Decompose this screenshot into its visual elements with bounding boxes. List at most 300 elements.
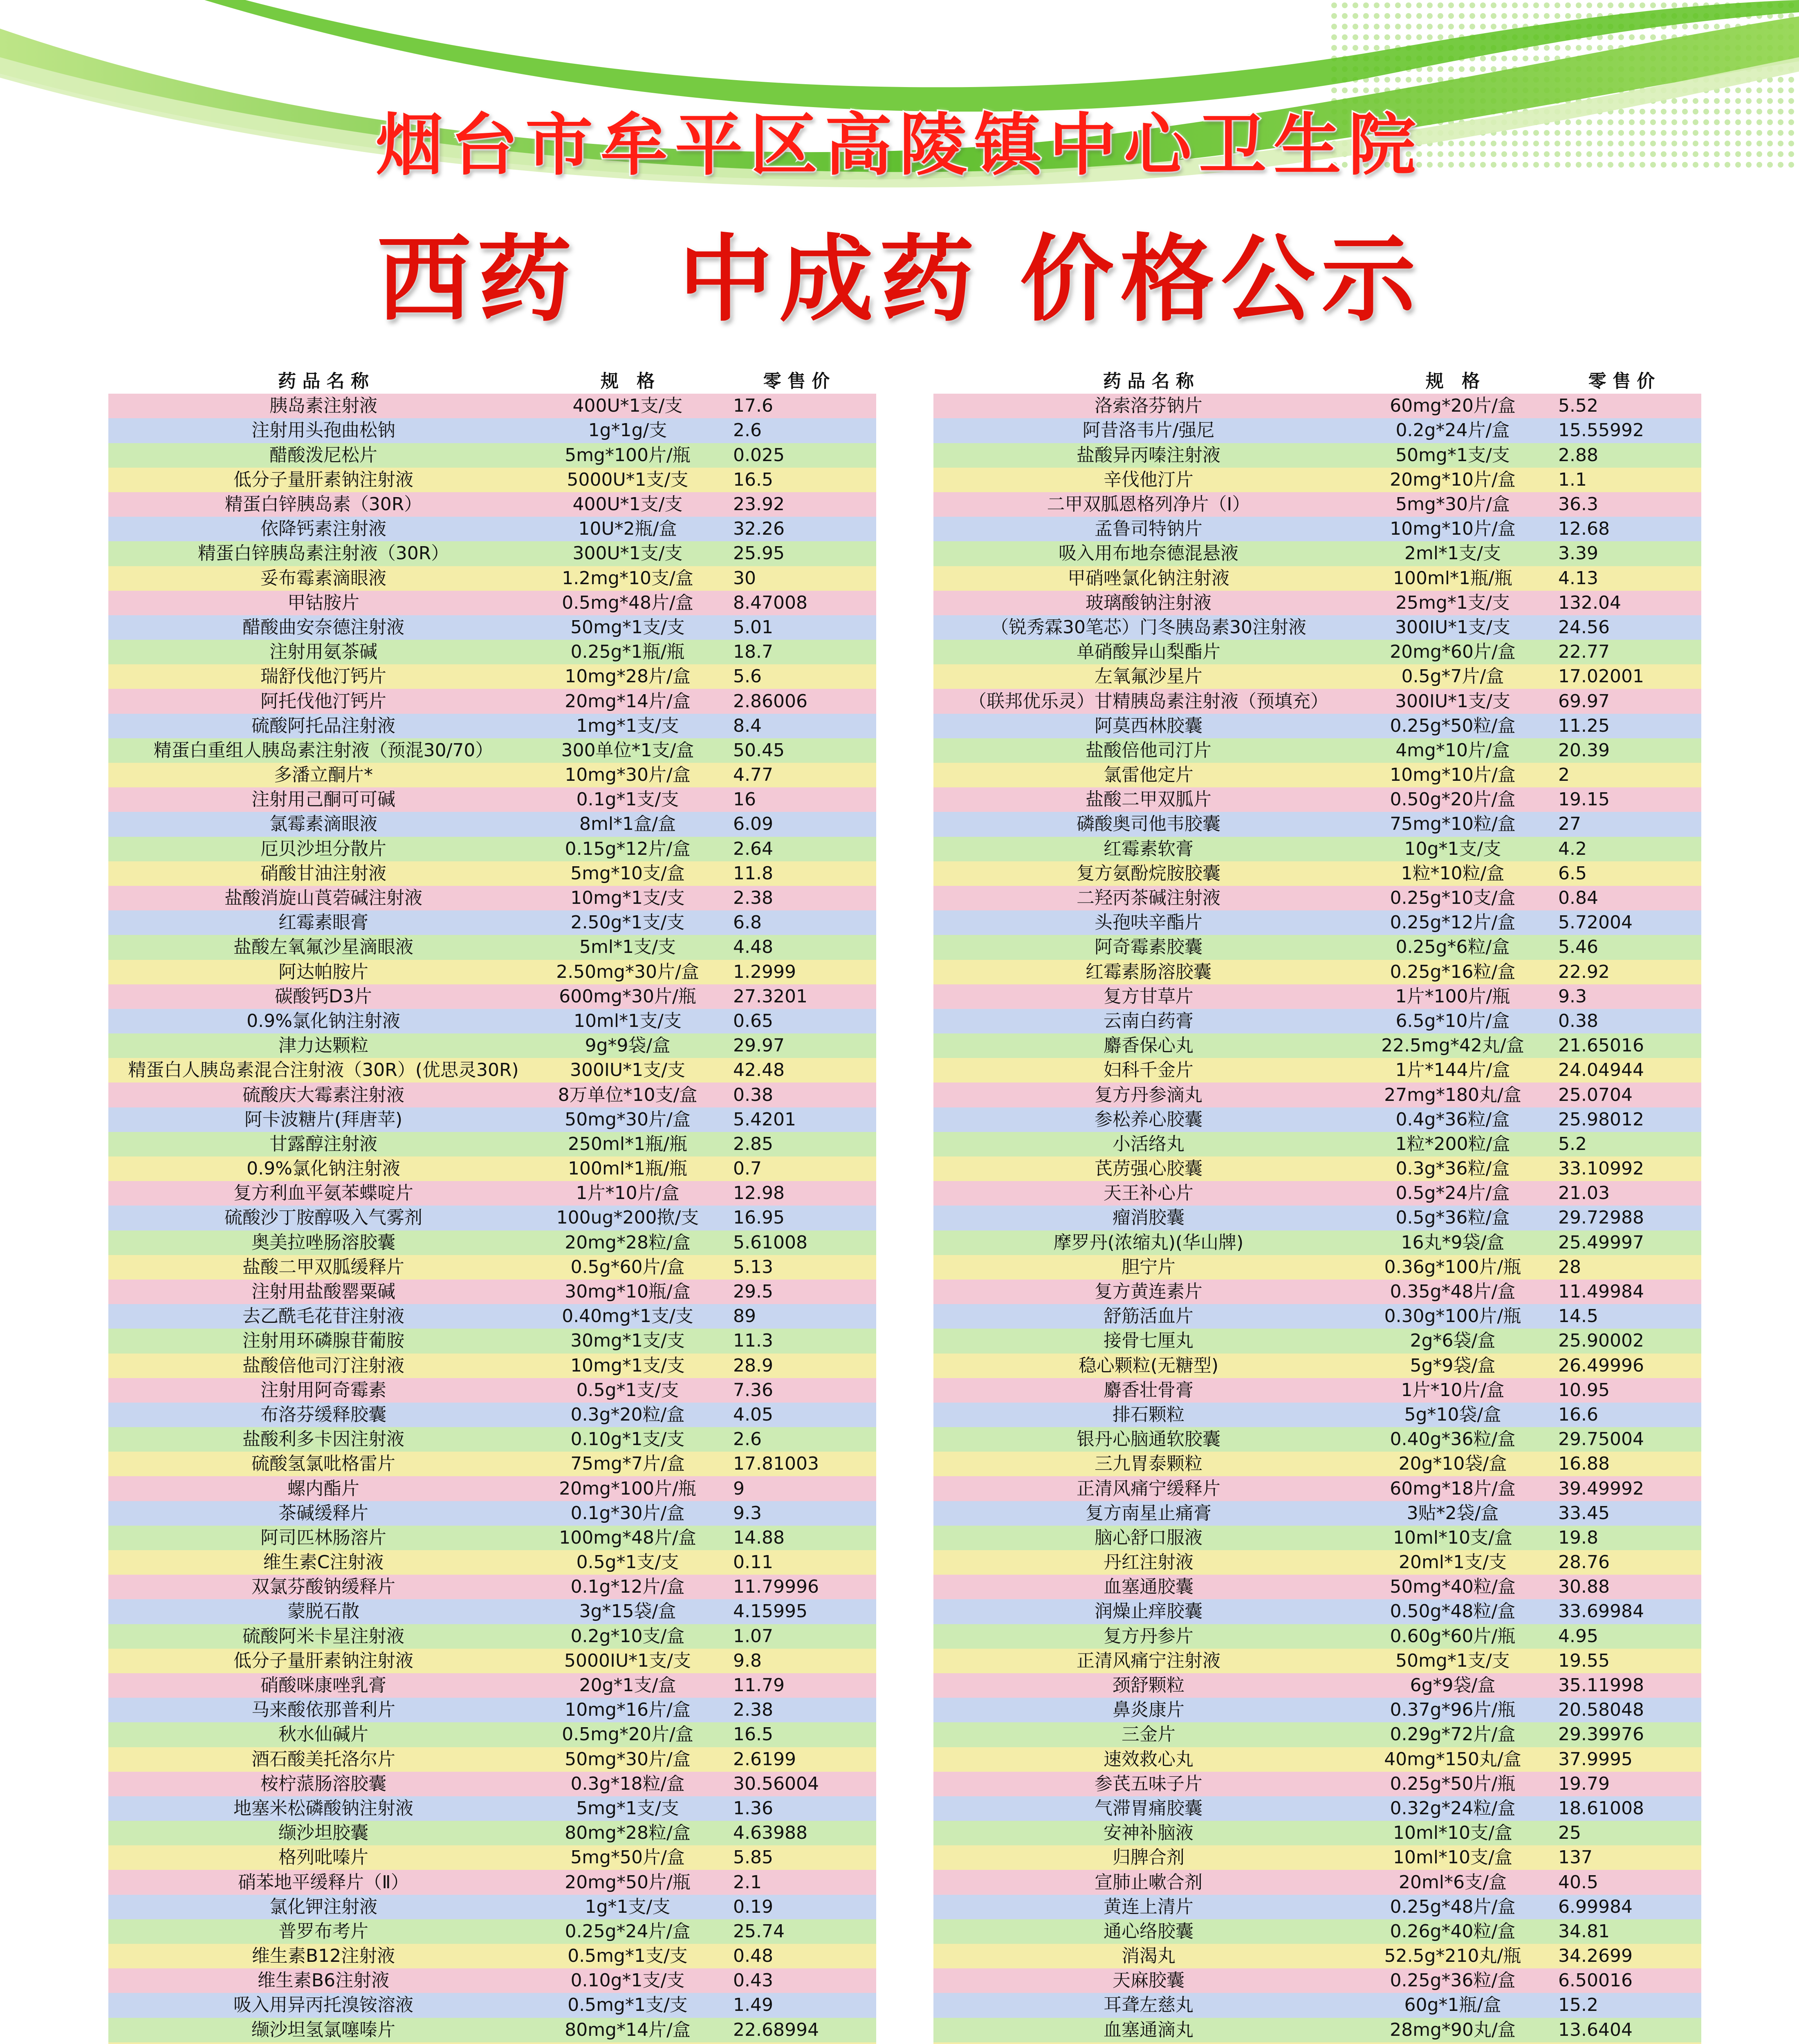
table-row <box>933 1501 1701 1526</box>
table-row <box>108 1575 876 1599</box>
drug-name: 气滞胃痛胶囊 <box>1095 1797 1202 1819</box>
drug-price: 13.6404 <box>1558 2019 1633 2040</box>
table-row <box>108 2018 876 2042</box>
drug-name: 缬沙坦胶囊 <box>278 1822 368 1844</box>
table-row <box>933 861 1701 886</box>
drug-spec: 0.5mg*1支/支 <box>568 1945 688 1967</box>
drug-name: 盐酸二甲双胍片 <box>1086 789 1211 810</box>
drug-name: 消渴丸 <box>1122 1945 1175 1967</box>
table-row <box>108 1255 876 1280</box>
drug-price: 11.79 <box>733 1675 785 1696</box>
drug-price: 11.79996 <box>733 1576 819 1598</box>
drug-name: 安神补脑液 <box>1104 1822 1193 1844</box>
drug-price: 16 <box>733 789 756 810</box>
drug-name: 依降钙素注射液 <box>260 518 386 540</box>
drug-name: 去乙酰毛花苷注射液 <box>242 1306 404 1327</box>
table-row <box>108 812 876 836</box>
drug-price: 5.85 <box>733 1847 773 1868</box>
drug-spec: 50mg*30片/盒 <box>565 1748 691 1770</box>
drug-price: 28.76 <box>1558 1552 1610 1573</box>
table-row <box>933 492 1701 517</box>
drug-name: 阿达帕胺片 <box>278 961 368 982</box>
header-name: 药 品 名 称 <box>1103 371 1194 392</box>
table-row <box>108 787 876 812</box>
drug-name: 单硝酸异山梨酯片 <box>1077 641 1220 663</box>
drug-name: 吸入用布地奈德混悬液 <box>1059 543 1238 564</box>
drug-spec: 5000U*1支/支 <box>567 469 689 490</box>
drug-name: 润燥止痒胶囊 <box>1095 1601 1202 1622</box>
drug-spec: 20mg*14片/盒 <box>565 690 691 712</box>
drug-price: 19.15 <box>1558 789 1610 810</box>
drug-spec: 60mg*20片/盒 <box>1390 395 1516 417</box>
drug-price: 25.95 <box>733 543 785 564</box>
table-row <box>933 1033 1701 1058</box>
drug-name: 厄贝沙坦分散片 <box>260 838 386 859</box>
drug-spec: 0.40g*36粒/盒 <box>1390 1429 1516 1450</box>
drug-price: 25.74 <box>733 1921 785 1942</box>
drug-spec: 10mg*1支/支 <box>570 888 685 909</box>
drug-price: 0.48 <box>733 1945 773 1967</box>
drug-spec: 0.25g*50片/瓶 <box>1390 1773 1516 1794</box>
drug-name: 脑心舒口服液 <box>1095 1527 1202 1548</box>
drug-price: 3.39 <box>1558 543 1598 564</box>
drug-spec: 0.1g*30片/盒 <box>570 1502 685 1524</box>
drug-price: 1.1 <box>1558 469 1587 490</box>
table-row <box>108 1354 876 1378</box>
drug-name: 硫酸庆大霉素注射液 <box>242 1084 404 1105</box>
table-row <box>933 763 1701 787</box>
price-table-left <box>108 369 876 2044</box>
drug-name: 复方丹参滴丸 <box>1095 1084 1202 1105</box>
table-row <box>108 1329 876 1353</box>
drug-spec: 20g*1支/盒 <box>579 1675 676 1696</box>
drug-spec: 0.37g*96片/瓶 <box>1390 1699 1516 1721</box>
table-row <box>108 1403 876 1427</box>
table-row <box>108 738 876 763</box>
drug-price: 22.77 <box>1558 641 1610 663</box>
drug-spec: 50mg*1支/支 <box>1395 1650 1510 1671</box>
drug-name: 二甲双胍恩格列净片（Ⅰ） <box>1047 494 1250 515</box>
table-row <box>933 517 1701 541</box>
table-row <box>108 1181 876 1206</box>
drug-price: 21.03 <box>1558 1183 1610 1204</box>
drug-spec: 10g*1支/支 <box>1404 838 1501 859</box>
drug-price: 4.77 <box>733 764 773 786</box>
drug-name: 三金片 <box>1122 1724 1175 1745</box>
drug-spec: 0.40mg*1支/支 <box>562 1306 693 1327</box>
drug-name: 颈舒颗粒 <box>1113 1675 1184 1696</box>
table-row <box>933 1993 1701 2017</box>
drug-name: 复方黄连素片 <box>1095 1281 1202 1302</box>
drug-spec: 9g*9袋/盒 <box>585 1035 671 1056</box>
drug-spec: 10mg*30片/盒 <box>565 764 691 786</box>
drug-spec: 22.5mg*42丸/盒 <box>1381 1035 1524 1056</box>
drug-price: 26.49996 <box>1558 1355 1644 1376</box>
drug-price: 6.5 <box>1558 863 1587 884</box>
drug-price <box>717 2042 876 2044</box>
drug-name: 普罗布考片 <box>278 1921 368 1942</box>
drug-spec: 0.10g*1支/支 <box>570 1429 685 1450</box>
drug-name: 云南白药膏 <box>1104 1010 1193 1031</box>
drug-name: 注射用头孢曲松钠 <box>251 420 395 441</box>
table-row <box>108 1033 876 1058</box>
drug-spec: 0.3g*36粒/盒 <box>1395 1158 1510 1179</box>
drug-price: 6.99984 <box>1558 1896 1633 1917</box>
drug-price: 5.46 <box>1558 937 1598 958</box>
drug-price: 34.81 <box>1558 1921 1610 1942</box>
table-row <box>108 1649 876 1673</box>
drug-name: 硫酸氢氯吡格雷片 <box>251 1453 395 1475</box>
drug-price: 39.49992 <box>1558 1478 1644 1499</box>
drug-price: 137 <box>1558 1847 1593 1868</box>
drug-price: 25.0704 <box>1558 1084 1633 1105</box>
drug-name: 硫酸沙丁胺醇吸入气雾剂 <box>224 1207 422 1228</box>
drug-price: 5.72004 <box>1558 912 1633 933</box>
drug-name: 鼻炎康片 <box>1113 1699 1184 1721</box>
table-row <box>108 517 876 541</box>
table-row <box>108 1427 876 1452</box>
drug-price: 24.56 <box>1558 616 1610 638</box>
drug-spec: 400U*1支/支 <box>572 494 683 515</box>
drug-name: 低分子量肝素钠注射液 <box>233 1650 413 1671</box>
drug-price: 32.26 <box>733 518 785 540</box>
drug-spec: 100ml*1瓶/瓶 <box>1393 567 1512 589</box>
drug-price: 24.04944 <box>1558 1060 1644 1081</box>
drug-spec: 0.1g*12片/盒 <box>570 1576 685 1598</box>
table-row <box>933 443 1701 468</box>
drug-name: 孟鲁司特钠片 <box>1095 518 1202 540</box>
table-row <box>108 910 876 935</box>
drug-price: 11.8 <box>733 863 773 884</box>
table-row <box>933 591 1701 615</box>
drug-name: 舒筋活血片 <box>1104 1306 1193 1327</box>
drug-spec: 0.30g*100片/瓶 <box>1384 1306 1521 1327</box>
drug-price: 23.92 <box>733 494 785 515</box>
drug-price: 11.49984 <box>1558 1281 1644 1302</box>
drug-name: 精蛋白锌胰岛素注射液（30R） <box>197 543 449 564</box>
drug-name: 维生素C注射液 <box>263 1552 384 1573</box>
drug-price: 18.61008 <box>1558 1797 1644 1819</box>
table-row <box>933 1181 1701 1206</box>
drug-spec: 0.3g*18粒/盒 <box>570 1773 685 1794</box>
table-row <box>108 1378 876 1403</box>
table-row <box>933 1870 1701 1894</box>
drug-spec: 10ml*1支/支 <box>574 1010 682 1031</box>
table-row <box>933 468 1701 492</box>
drug-spec: 0.26g*40粒/盒 <box>1390 1921 1516 1942</box>
table-row <box>933 640 1701 664</box>
drug-spec: 250ml*1瓶/瓶 <box>568 1133 687 1154</box>
drug-name: 瑞舒伐他汀钙片 <box>260 666 386 687</box>
drug-spec: 50mg*30片/盒 <box>565 1109 691 1130</box>
table-row <box>108 1821 876 1845</box>
table-row <box>108 1206 876 1230</box>
table-row <box>108 714 876 738</box>
drug-price: 0.43 <box>733 1970 773 1991</box>
table-row <box>108 1599 876 1624</box>
drug-price: 8.4 <box>733 715 762 736</box>
table-row <box>108 984 876 1009</box>
drug-spec: 100ug*200揿/支 <box>556 1207 699 1228</box>
table-row <box>933 1058 1701 1083</box>
drug-spec: 0.25g*12片/盒 <box>1390 912 1516 933</box>
drug-name: 盐酸消旋山莨菪碱注射液 <box>224 888 422 909</box>
drug-spec: 0.50g*20片/盒 <box>1390 789 1516 810</box>
drug-spec: 0.25g*10支/盒 <box>1390 888 1516 909</box>
drug-price: 0.38 <box>1558 1010 1598 1031</box>
drug-price: 7.36 <box>733 1379 773 1401</box>
drug-spec: 1粒*200粒/盒 <box>1395 1133 1510 1154</box>
drug-spec: 30mg*1支/支 <box>570 1330 685 1351</box>
table-row <box>108 1452 876 1476</box>
table-row <box>933 1796 1701 1821</box>
table-row <box>108 689 876 713</box>
drug-spec: 0.25g*24片/盒 <box>565 1921 691 1942</box>
drug-name: 稳心颗粒(无糖型) <box>1078 1355 1219 1376</box>
drug-price: 30 <box>733 567 756 589</box>
drug-price: 42.48 <box>733 1060 785 1081</box>
drug-price: 30.56004 <box>733 1773 819 1794</box>
table-row <box>108 1722 876 1747</box>
table-row <box>933 1747 1701 1772</box>
table-row <box>108 566 876 591</box>
drug-price: 0.19 <box>733 1896 773 1917</box>
table-row <box>933 1329 1701 1353</box>
drug-price: 1.49 <box>733 1995 773 2016</box>
drug-spec: 6g*9袋/盒 <box>1410 1675 1496 1696</box>
drug-price: 20.58048 <box>1558 1699 1644 1721</box>
table-row <box>933 910 1701 935</box>
drug-price: 29.75004 <box>1558 1429 1644 1450</box>
drug-price: 27 <box>1558 814 1581 835</box>
table-row <box>933 1968 1701 1993</box>
page-title: 烟台市牟平区高陵镇中心卫生院 <box>376 106 1423 184</box>
drug-price: 36.3 <box>1558 494 1598 515</box>
drug-name: 血塞通胶囊 <box>1104 1576 1193 1598</box>
drug-name: 精蛋白锌胰岛素（30R） <box>224 494 422 515</box>
drug-spec: 20mg*10片/盒 <box>1390 469 1516 490</box>
drug-spec: 400U*1支/支 <box>572 395 683 417</box>
table-row <box>933 566 1701 591</box>
drug-name: 布洛芬缓释胶囊 <box>260 1404 386 1425</box>
drug-spec: 100ml*1瓶/瓶 <box>568 1158 687 1179</box>
drug-price: 19.55 <box>1558 1650 1610 1671</box>
drug-spec: 6.5g*10片/盒 <box>1395 1010 1510 1031</box>
drug-spec: 25mg*1支/支 <box>1395 592 1510 613</box>
drug-price: 5.01 <box>733 616 773 638</box>
drug-price: 8.47008 <box>733 592 808 613</box>
drug-price: 4.63988 <box>733 1822 808 1844</box>
drug-price: 2.6 <box>733 420 762 441</box>
drug-name: 正清风痛宁缓释片 <box>1077 1478 1220 1499</box>
drug-name: 盐酸利多卡因注射液 <box>242 1429 404 1450</box>
drug-name: 玻璃酸钠注射液 <box>1086 592 1211 613</box>
drug-spec: 0.25g*36粒/盒 <box>1390 1970 1516 1991</box>
drug-spec: 3贴*2袋/盒 <box>1406 1502 1499 1524</box>
drug-spec: 0.2g*10支/盒 <box>570 1625 685 1647</box>
drug-price: 6.8 <box>733 912 762 933</box>
table-row <box>933 615 1701 640</box>
table-row <box>108 1944 876 1968</box>
table-row <box>108 1156 876 1181</box>
drug-spec: 0.36g*100片/瓶 <box>1384 1256 1521 1278</box>
drug-spec: 0.5g*36粒/盒 <box>1395 1207 1510 1228</box>
drug-spec: 10mg*10片/盒 <box>1390 764 1516 786</box>
drug-spec: 10ml*10支/盒 <box>1393 1847 1512 1868</box>
drug-spec: 1mg*1支/支 <box>576 715 679 736</box>
drug-price: 15.55992 <box>1558 420 1644 441</box>
drug-name: 盐酸二甲双胍缓释片 <box>242 1256 404 1278</box>
table-row <box>933 689 1701 713</box>
drug-price: 34.2699 <box>1558 1945 1633 1967</box>
drug-price: 14.5 <box>1558 1306 1598 1327</box>
drug-price: 1.36 <box>733 1797 773 1819</box>
drug-price: 2.38 <box>733 1699 773 1721</box>
drug-price: 16.88 <box>1558 1453 1610 1475</box>
drug-spec: 1片*10片/盒 <box>576 1183 680 1204</box>
drug-name: 胆宁片 <box>1122 1256 1175 1278</box>
drug-name: 双氯芬酸钠缓释片 <box>251 1576 395 1598</box>
table-row <box>108 468 876 492</box>
drug-price: 28 <box>1558 1256 1581 1278</box>
table-row <box>933 1698 1701 1722</box>
table-row <box>933 1919 1701 1944</box>
drug-spec: 0.25g*1瓶/瓶 <box>570 641 685 663</box>
table-row <box>933 394 1701 418</box>
drug-price: 2.1 <box>733 1871 762 1893</box>
drug-spec: 16丸*9袋/盒 <box>1401 1232 1505 1253</box>
drug-price: 28.9 <box>733 1355 773 1376</box>
table-row <box>108 960 876 984</box>
drug-name: 二羟丙茶碱注射液 <box>1077 888 1220 909</box>
drug-spec: 1片*10片/盒 <box>1401 1379 1505 1401</box>
drug-price: 29.97 <box>733 1035 785 1056</box>
drug-name: 精蛋白人胰岛素混合注射液（30R）(优思灵30R) <box>128 1060 519 1081</box>
drug-name: 速效救心丸 <box>1104 1748 1193 1770</box>
table-row <box>108 1107 876 1132</box>
drug-price: 29.72988 <box>1558 1207 1644 1228</box>
drug-spec: 75mg*7片/盒 <box>570 1453 685 1475</box>
drug-price <box>1542 2042 1701 2044</box>
table-row <box>933 1649 1701 1673</box>
drug-price: 0.025 <box>733 444 785 466</box>
drug-price: 16.6 <box>1558 1404 1598 1425</box>
drug-spec: 8ml*1盒/盒 <box>579 814 676 835</box>
table-row <box>933 1821 1701 1845</box>
drug-name: 头孢呋辛酯片 <box>1095 912 1202 933</box>
table-row <box>108 1993 876 2017</box>
drug-spec: 8万单位*10支/盒 <box>558 1084 698 1105</box>
drug-spec: 1片*100片/瓶 <box>1395 986 1510 1007</box>
table-row <box>108 591 876 615</box>
drug-spec: 10mg*16片/盒 <box>565 1699 691 1721</box>
drug-spec: 0.10g*1支/支 <box>570 1970 685 1991</box>
drug-name: 排石颗粒 <box>1113 1404 1184 1425</box>
drug-price: 0.38 <box>733 1084 773 1105</box>
header-spec: 规 格 <box>601 371 655 392</box>
drug-price: 25.98012 <box>1558 1109 1644 1130</box>
table-row <box>933 1230 1701 1255</box>
drug-spec: 300单位*1支/盒 <box>561 740 694 761</box>
table-row <box>108 1919 876 1944</box>
drug-spec: 0.5g*1支/支 <box>576 1379 679 1401</box>
table-row <box>933 1575 1701 1599</box>
table-row <box>933 1354 1701 1378</box>
drug-price: 5.52 <box>1558 395 1598 417</box>
table-row <box>933 1526 1701 1550</box>
drug-name: 缬沙坦氢氯噻嗪片 <box>251 2019 395 2040</box>
table-row <box>933 1083 1701 1107</box>
drug-spec: 5000IU*1支/支 <box>564 1650 691 1671</box>
drug-name: 醋酸曲安奈德注射液 <box>242 616 404 638</box>
table-row <box>108 418 876 443</box>
drug-name: 氯雷他定片 <box>1104 764 1193 786</box>
drug-price: 40.5 <box>1558 1871 1598 1893</box>
drug-price: 20.39 <box>1558 740 1610 761</box>
drug-spec: 2.50mg*30片/盒 <box>556 961 699 982</box>
drug-spec: 10U*2瓶/盒 <box>578 518 677 540</box>
drug-price: 12.98 <box>733 1183 785 1204</box>
drug-name: 血塞通滴丸 <box>1104 2019 1193 2040</box>
header-price: 零 售 价 <box>763 371 830 392</box>
table-row <box>933 1403 1701 1427</box>
drug-price: 18.7 <box>733 641 773 663</box>
table-row <box>108 1132 876 1156</box>
table-row <box>108 1968 876 1993</box>
drug-spec: 5mg*50片/盒 <box>570 1847 685 1868</box>
drug-name: 茶碱缓释片 <box>278 1502 368 1524</box>
drug-price: 33.69984 <box>1558 1601 1644 1622</box>
table-row <box>108 1304 876 1329</box>
drug-spec: 1.2mg*10支/盒 <box>562 567 693 589</box>
drug-price: 25.49997 <box>1558 1232 1644 1253</box>
table-row <box>108 1230 876 1255</box>
drug-name: 磷酸奥司他韦胶囊 <box>1077 814 1220 835</box>
drug-spec: 52.5g*210丸/瓶 <box>1384 1945 1521 1967</box>
drug-name: 0.9%氯化钠注射液 <box>247 1010 400 1031</box>
header-spec: 规 格 <box>1426 371 1480 392</box>
table-row <box>933 812 1701 836</box>
drug-price: 5.2 <box>1558 1133 1587 1154</box>
drug-spec: 20ml*1支/支 <box>1399 1552 1507 1573</box>
table-row <box>933 1452 1701 1476</box>
table-row <box>108 861 876 886</box>
table-row <box>108 1083 876 1107</box>
drug-name: 硝酸甘油注射液 <box>260 863 386 884</box>
drug-name: 红霉素软膏 <box>1104 838 1193 859</box>
drug-name: （联邦优乐灵）甘精胰岛素注射液（预填充） <box>969 690 1328 712</box>
table-row <box>108 541 876 566</box>
drug-name: 硝酸咪康唑乳膏 <box>260 1675 386 1696</box>
drug-price: 9.3 <box>1558 986 1587 1007</box>
drug-spec: 40mg*150丸/盒 <box>1384 1748 1521 1770</box>
drug-spec: 0.15g*12片/盒 <box>565 838 691 859</box>
drug-price: 2.6199 <box>733 1748 796 1770</box>
drug-price: 9.8 <box>733 1650 762 1671</box>
drug-price: 2 <box>1558 764 1570 786</box>
drug-name: 阿司匹林肠溶片 <box>260 1527 386 1548</box>
table-row <box>108 837 876 861</box>
drug-spec: 0.2g*24片/盒 <box>1395 420 1510 441</box>
table-row <box>108 935 876 959</box>
drug-price: 9.3 <box>733 1502 762 1524</box>
drug-spec: 20g*10袋/盒 <box>1398 1453 1507 1475</box>
drug-spec: 10mg*1支/支 <box>570 1355 685 1376</box>
table-row <box>108 2042 876 2044</box>
drug-spec: 50mg*40粒/盒 <box>1390 1576 1516 1598</box>
drug-spec: 0.5mg*20片/盒 <box>562 1724 693 1745</box>
drug-name <box>108 2042 538 2044</box>
